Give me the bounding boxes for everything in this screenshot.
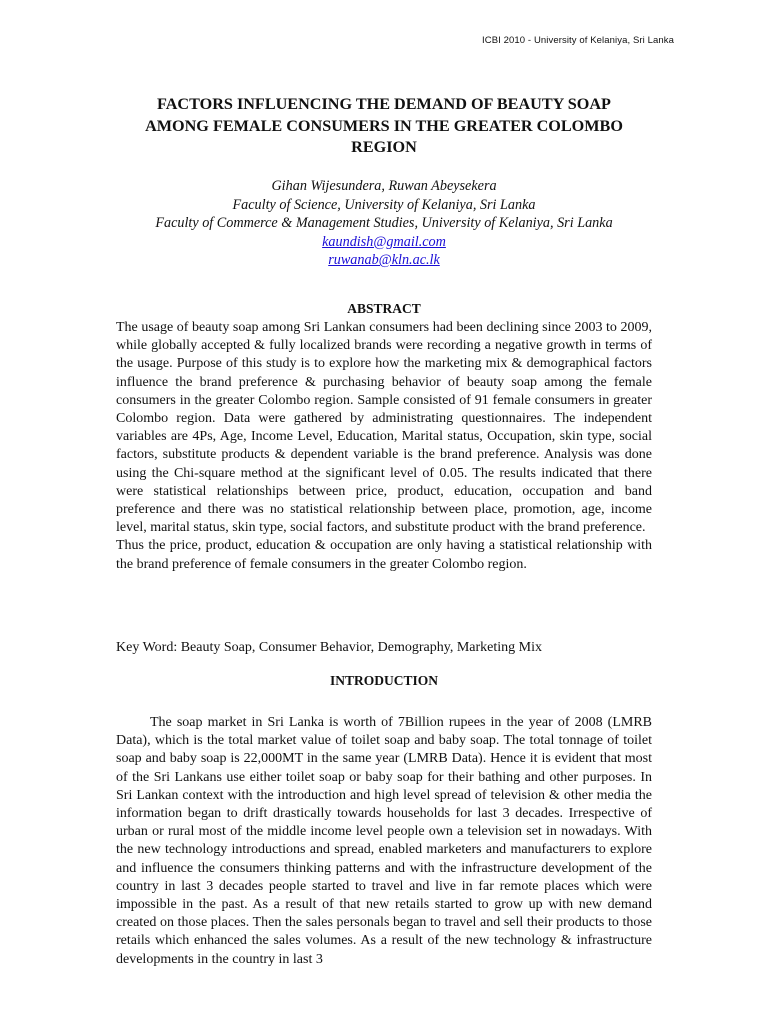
title-line-1: FACTORS INFLUENCING THE DEMAND OF BEAUTY SOAP bbox=[157, 95, 611, 113]
author-names: Gihan Wijesundera, Ruwan Abeysekera bbox=[271, 178, 497, 194]
title-line-2: AMONG FEMALE CONSUMERS IN THE GREATER COLOMBO bbox=[145, 116, 623, 135]
running-header: ICBI 2010 - University of Kelaniya, Sri Lanka bbox=[482, 35, 674, 46]
author-block bbox=[100, 177, 668, 270]
paper-title bbox=[100, 94, 668, 159]
affiliation-commerce: Faculty of Commerce & Management Studies, University of Kelaniya, Sri Lanka bbox=[155, 215, 613, 231]
introduction-body bbox=[116, 714, 652, 969]
introduction-paragraph-1: The soap market in Sri Lanka is worth of 7Billion rupees in the year of 2008 (LMRB Data), which is the total market value of toilet soap and baby soap. The total tonnage of toilet soap and baby soap is 22,000MT in the same year (LMRB Data). Hence it is evident that most of the Sri Lankans use either toilet soap or baby soap for their bathing and other purposes. In Sri Lankan context with the introduction and high level spread of television & other media the information began to drift drastically towards households for last 3 decades. Irrespective of urban or rural most of the middle income level people own a television set in nowadays. With the new technology introductions and spread, enabled marketers and manufacturers to explore and influence the consumers thinking patterns and with the infrastructure development of the country in last 3 decades people started to travel and live in far remote places which were impossible in the past. As a result of that new retails started to grow up with new demand created on those places. Then the sales personals began to travel and sell their products to those retails which enhanced the sales volumes. As a result of the new technology & infrastructure developments in the country in last 3 bbox=[116, 715, 652, 967]
email-link-1[interactable]: kaundish@gmail.com bbox=[322, 233, 446, 250]
introduction-heading: INTRODUCTION bbox=[329, 673, 438, 688]
abstract-paragraph-1: The usage of beauty soap among Sri Lankan consumers had been declining since 2003 to 2009, while globally accepted & fully localized brands were recording a negative growth in terms of the usage. Purpose of this study is to explore how the marketing mix & demographical factors influence the brand preference & purchasing behavior of beauty soap among the female consumers in the greater Colombo region. Sample consisted of 91 female consumers in greater Colombo region. Data were gathered by administrating questionnaires. The independent variables are 4Ps, Age, Income Level, Education, Marital status, Occupation, skin type, social factors, substitute products & dependent variable is the brand preference. Analysis was done using the Chi-square method at the significant level of 0.05. The results indicated that there were statistical relationships between price, product, education, occupation and band preference and there was no statistical relationship between place, promotion, age, income level, marital status, skin type, social factors, and substitute product with the brand preference. bbox=[116, 320, 652, 536]
affiliation-science: Faculty of Science, University of Kelaniya, Sri Lanka bbox=[232, 196, 536, 213]
abstract-body bbox=[116, 319, 652, 574]
abstract-heading: ABSTRACT bbox=[347, 301, 421, 316]
email-link-2[interactable]: ruwanab@kln.ac.lk bbox=[328, 252, 440, 268]
title-line-3: REGION bbox=[351, 138, 417, 156]
abstract-paragraph-2: Thus the price, product, education & occupation are only having a statistical relationship with the brand preference of female consumers in the greater Colombo region. bbox=[116, 538, 652, 572]
keywords: Key Word: Beauty Soap, Consumer Behavior, Demography, Marketing Mix bbox=[116, 640, 543, 655]
